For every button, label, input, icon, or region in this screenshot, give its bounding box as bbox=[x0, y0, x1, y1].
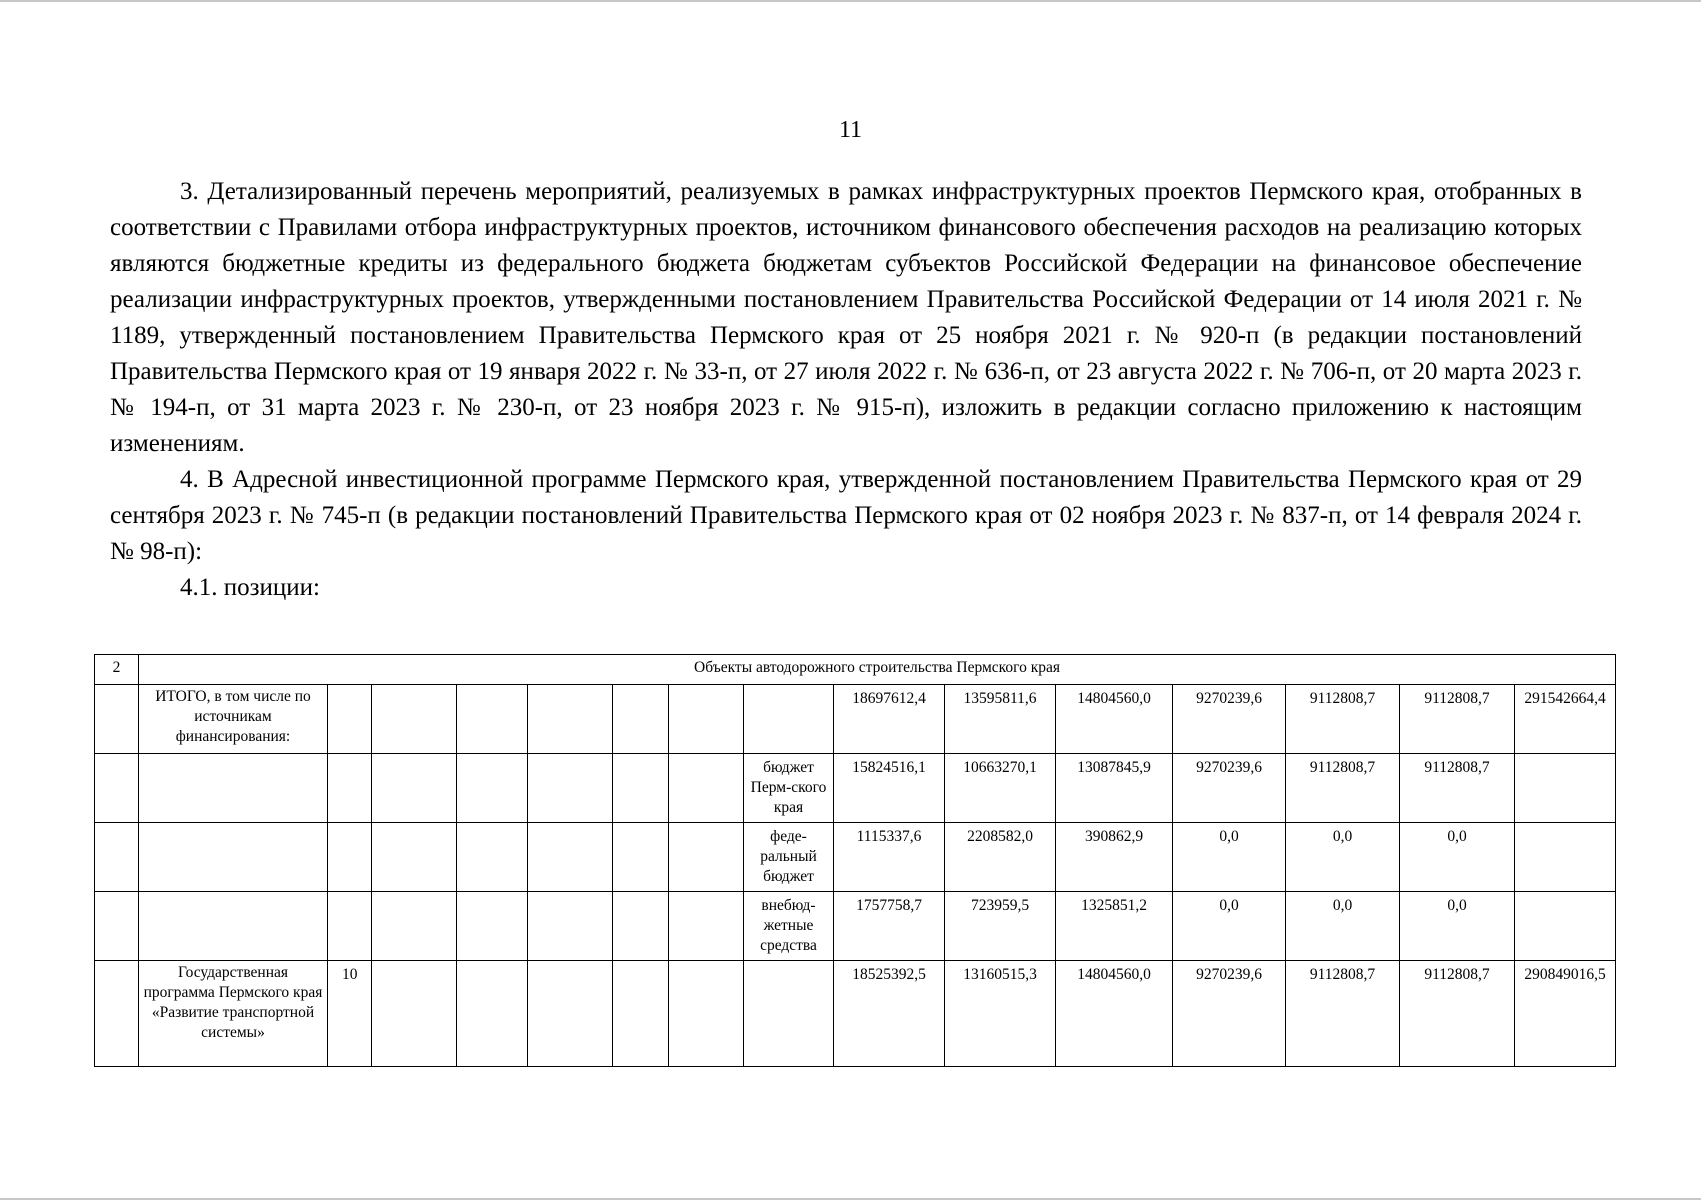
funding-source-cell: внебюд-жетные средства bbox=[744, 892, 834, 961]
table-row bbox=[95, 685, 1616, 754]
row-code-cell bbox=[328, 685, 372, 754]
value-cell: 0,0 bbox=[1400, 892, 1515, 961]
value-cell: 9112808,7 bbox=[1400, 961, 1515, 1067]
table-cell bbox=[613, 892, 669, 961]
table-cell bbox=[528, 754, 613, 823]
table-cell bbox=[372, 823, 457, 892]
value-cell: 0,0 bbox=[1286, 892, 1400, 961]
table-row bbox=[95, 823, 1616, 892]
table-row bbox=[95, 754, 1616, 823]
paragraph-3: 3. Детализированный перечень мероприятий, реализуемых в рамках инфраструктурных проектов Пермского края, отобранных в соответствии с Правилами отбора инфраструктурных проектов, источником финансового обеспечения расходов на реализацию которых являются бюджетные кредиты из федерального бюджета бюджетам субъектов Российской Федерации на финансовое обеспечение реализации инфраструктурных проектов, утвержденными постановлением Правительства Российской Федерации от 14 июля 2021 г. № 1189, утвержденный постановлением Правительства Пермского края от 25 ноября 2021 г. № 920-п (в редакции постановлений Правительства Пермского края от 19 января 2022 г. № 33-п, от 27 июля 2022 г. № 636-п, от 23 августа 2022 г. № 706-п, от 20 марта 2023 г. № 194-п, от 31 марта 2023 г. № 230-п, от 23 ноября 2023 г. № 915-п), изложить в редакции согласно приложению к настоящим изменениям. bbox=[110, 178, 1582, 457]
table-cell bbox=[457, 754, 528, 823]
row-code-cell bbox=[328, 754, 372, 823]
value-cell bbox=[1515, 892, 1616, 961]
value-cell: 2208582,0 bbox=[945, 823, 1056, 892]
value-cell: 390862,9 bbox=[1056, 823, 1173, 892]
table-cell bbox=[613, 754, 669, 823]
row-name-cell bbox=[139, 754, 328, 823]
value-cell: 9112808,7 bbox=[1286, 754, 1400, 823]
table-cell bbox=[95, 892, 139, 961]
table-cell bbox=[669, 754, 744, 823]
value-cell: 9270239,6 bbox=[1173, 961, 1286, 1067]
table-cell bbox=[528, 685, 613, 754]
paragraph-4: 4. В Адресной инвестиционной программе Пермского края, утвержденной постановлением Правительства Пермского края от 29 сентября 2023 г. № 745-п (в редакции постановлений Правительства Пермского края от 02 ноября 2023 г. № 837-п, от 14 февраля 2024 г. № 98-п): bbox=[110, 466, 1582, 565]
table-cell bbox=[95, 961, 139, 1067]
table-cell bbox=[613, 961, 669, 1067]
value-cell: 1115337,6 bbox=[834, 823, 945, 892]
value-cell: 9112808,7 bbox=[1400, 754, 1515, 823]
section-title-cell: Объекты автодорожного строительства Пермского края bbox=[139, 655, 1616, 685]
value-cell: 9270239,6 bbox=[1173, 685, 1286, 754]
value-cell bbox=[1515, 823, 1616, 892]
table-cell bbox=[669, 685, 744, 754]
section-number-cell: 2 bbox=[95, 655, 139, 685]
row-code-cell: 10 bbox=[328, 961, 372, 1067]
table-cell bbox=[372, 892, 457, 961]
value-cell: 9112808,7 bbox=[1286, 961, 1400, 1067]
value-cell: 290849016,5 bbox=[1515, 961, 1616, 1067]
row-code-cell bbox=[328, 823, 372, 892]
table-cell bbox=[372, 961, 457, 1067]
value-cell: 14804560,0 bbox=[1056, 961, 1173, 1067]
value-cell: 15824516,1 bbox=[834, 754, 945, 823]
value-cell: 0,0 bbox=[1286, 823, 1400, 892]
value-cell: 0,0 bbox=[1400, 823, 1515, 892]
table-cell bbox=[669, 823, 744, 892]
value-cell: 1757758,7 bbox=[834, 892, 945, 961]
table-cell bbox=[372, 754, 457, 823]
table-row bbox=[95, 961, 1616, 1067]
value-cell: 0,0 bbox=[1173, 823, 1286, 892]
table-cell bbox=[457, 823, 528, 892]
table-cell bbox=[613, 685, 669, 754]
value-cell: 723959,5 bbox=[945, 892, 1056, 961]
table-section-header-row bbox=[95, 655, 1616, 685]
investment-program-table bbox=[94, 654, 1616, 1067]
funding-source-cell: феде-ральный бюджет bbox=[744, 823, 834, 892]
table-cell bbox=[95, 685, 139, 754]
value-cell: 13087845,9 bbox=[1056, 754, 1173, 823]
table-cell bbox=[528, 823, 613, 892]
value-cell: 9112808,7 bbox=[1400, 685, 1515, 754]
document-body bbox=[110, 174, 1582, 606]
table-cell bbox=[669, 961, 744, 1067]
value-cell: 10663270,1 bbox=[945, 754, 1056, 823]
row-name-cell bbox=[139, 892, 328, 961]
value-cell: 9270239,6 bbox=[1173, 754, 1286, 823]
value-cell: 9112808,7 bbox=[1286, 685, 1400, 754]
row-name-cell bbox=[139, 823, 328, 892]
funding-source-cell: бюджет Перм-ского края bbox=[744, 754, 834, 823]
value-cell bbox=[1515, 754, 1616, 823]
paragraph-4-1: 4.1. позиции: bbox=[180, 574, 320, 601]
table-cell bbox=[95, 754, 139, 823]
table-cell bbox=[457, 961, 528, 1067]
funding-source-cell bbox=[744, 685, 834, 754]
table-cell bbox=[372, 685, 457, 754]
funding-source-cell bbox=[744, 961, 834, 1067]
table-cell bbox=[669, 892, 744, 961]
table-cell bbox=[528, 961, 613, 1067]
page-number: 11 bbox=[838, 117, 863, 143]
row-name-cell: ИТОГО, в том числе по источникам финансирования: bbox=[139, 685, 328, 754]
value-cell: 291542664,4 bbox=[1515, 685, 1616, 754]
table-cell bbox=[613, 823, 669, 892]
row-code-cell bbox=[328, 892, 372, 961]
value-cell: 18525392,5 bbox=[834, 961, 945, 1067]
value-cell: 18697612,4 bbox=[834, 685, 945, 754]
row-name-cell: Государственная программа Пермского края «Развитие транспортной системы» bbox=[139, 961, 328, 1067]
value-cell: 1325851,2 bbox=[1056, 892, 1173, 961]
table-cell bbox=[457, 892, 528, 961]
value-cell: 0,0 bbox=[1173, 892, 1286, 961]
table-row bbox=[95, 892, 1616, 961]
value-cell: 13160515,3 bbox=[945, 961, 1056, 1067]
value-cell: 14804560,0 bbox=[1056, 685, 1173, 754]
value-cell: 13595811,6 bbox=[945, 685, 1056, 754]
table-cell bbox=[95, 823, 139, 892]
table-cell bbox=[457, 685, 528, 754]
table-cell bbox=[528, 892, 613, 961]
scan-top-edge bbox=[0, 0, 1701, 2]
